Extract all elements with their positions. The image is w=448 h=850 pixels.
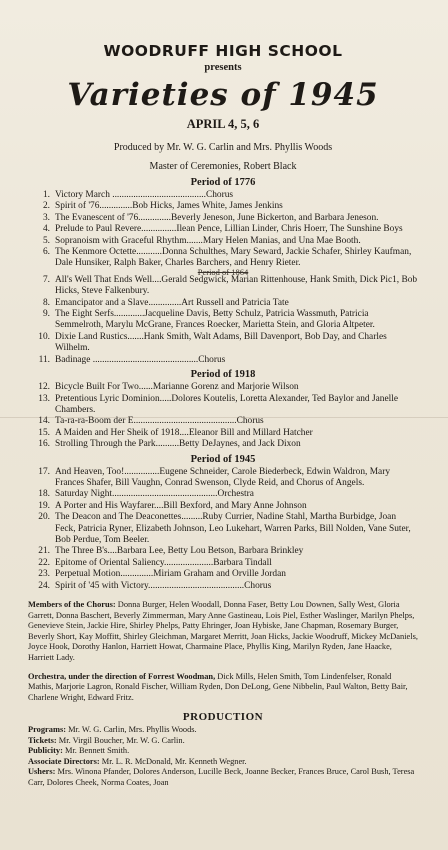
item-number: 9. — [42, 309, 50, 320]
credit-label: Programs: — [28, 725, 66, 735]
program-item — [28, 489, 418, 500]
item-number: 20. — [38, 512, 50, 523]
item-number: 12. — [38, 382, 50, 393]
item-text: Saturday Night.............................................Orchestra — [55, 489, 254, 500]
item-number: 19. — [38, 500, 50, 511]
item-text: The Evanescent of '76..............Beverly Jeneson, June Bickerton, and Barbara Jeneson. — [55, 212, 379, 223]
program-item — [28, 201, 418, 212]
production-credit — [28, 757, 418, 768]
item-text: Epitome of Oriental Saliency.....................Barbara Tindall — [55, 557, 272, 568]
item-text: The Three B's....Barbara Lee, Betty Lou Betson, Barbara Brinkley — [55, 546, 304, 557]
item-text: Spirit of '76..............Bob Hicks, James White, James Jenkins — [55, 201, 283, 212]
program-item-list — [28, 190, 418, 270]
credit-names: Mr. Bennett Smith. — [65, 746, 130, 756]
item-number: 1. — [42, 190, 50, 200]
item-number: 6. — [42, 247, 50, 258]
program-item — [28, 416, 418, 427]
production-credit — [28, 746, 418, 757]
item-number: 7. — [42, 274, 50, 285]
credit-names: Mrs. Winona Pfander, Dolores Anderson, Lucille Beck, Joanne Becker, Frances Bruce, Carol Bush, Teresa Carr, Dolores Cheek, Norma Coates, Joan — [28, 767, 415, 787]
program-periods — [28, 177, 418, 592]
item-number: 10. — [38, 331, 50, 342]
program-item — [28, 501, 418, 512]
credit-label: Publicity: — [28, 746, 63, 756]
credit-names: Mr. Virgil Boucher, Mr. W. G. Carlin. — [58, 735, 185, 745]
period-heading: Period of 1918 — [190, 369, 256, 381]
credit-label: Ushers: — [28, 767, 56, 777]
program-item — [28, 558, 418, 569]
credit-label: Associate Directors: — [28, 756, 100, 766]
credit-label: Tickets: — [28, 735, 57, 745]
item-text: Victory March ........................................Chorus — [55, 190, 234, 200]
program-item-list — [28, 467, 418, 592]
item-text: The Kenmore Octette...........Donna Schulthes, Mary Seward, Jackie Schafer, Shirley Kaufman, Dale Hunsiker, Ralph Baker, Charles Barchers, and Henry Rieter. — [55, 247, 412, 269]
item-text: And Heaven, Too!...............Eugene Schneider, Carole Biederbeck, Edwin Waldron, Mary Frances Shafer, Bill Vaughn, Conrad Swenson, Clyde Reid, and Chorus of Angels. — [55, 466, 391, 488]
program-item — [28, 467, 418, 490]
production-heading: PRODUCTION — [182, 711, 264, 724]
orchestra-members — [28, 672, 418, 704]
item-number: 11. — [38, 354, 50, 365]
item-number: 21. — [38, 546, 50, 557]
item-number: 4. — [42, 224, 50, 235]
period-heading: Period of 1776 — [190, 177, 256, 188]
item-text: Spirit of '45 with Victory.........................................Chorus — [55, 580, 272, 591]
item-number: 16. — [38, 439, 50, 450]
credit-names: Mr. W. G. Carlin, Mrs. Phyllis Woods. — [68, 725, 197, 735]
item-number: 3. — [42, 212, 50, 223]
item-number: 8. — [42, 297, 50, 308]
item-text: Sopranoism with Graceful Rhythm.......Mary Helen Manias, and Una Mae Booth. — [55, 235, 361, 246]
item-text: Badinage .............................................Chorus — [55, 354, 226, 365]
item-text: Pretentious Lyric Dominion.....Dolores Koutelis, Loretta Alexander, Ted Baylor and Janelle Chambers. — [55, 393, 398, 415]
program-item — [28, 428, 418, 439]
program-item — [28, 382, 418, 393]
period-heading: Period of 1945 — [190, 453, 256, 465]
program-item — [28, 394, 418, 417]
chorus-members — [28, 600, 418, 664]
item-text: A Porter and His Wayfarer....Bill Bexford, and Mary Anne Johnson — [55, 500, 307, 511]
program-item — [28, 236, 418, 247]
item-text: All's Well That Ends Well....Gerald Sedgwick, Marian Rittenhouse, Hank Smith, Dick Pic1, Bob Hicks, Steve Falkenbury. — [55, 274, 418, 297]
item-text: The Deacon and The Deaconettes.........Ruby Currier, Nadine Stahl, Martha Burbidge, Joan Feck, Patricia Ryner, Elizabeth Johnson, Leo Lukehart, Warren Parks, Bill Nolden, Vane Suter, Bob Perdue, Tom Beeler. — [55, 512, 411, 545]
program-item — [28, 275, 418, 298]
item-text: A Maiden and Her Sheik of 1918....Eleanor Bill and Millard Hatcher — [55, 427, 313, 438]
program-item — [28, 309, 418, 332]
program-item-list — [28, 275, 418, 366]
program-item — [28, 355, 418, 366]
show-dates: APRIL 4, 5, 6 — [186, 117, 260, 131]
program-item — [28, 546, 418, 557]
item-number: 23. — [38, 569, 50, 580]
chorus-label: Members of the Chorus: — [28, 600, 116, 609]
item-text: Emancipator and a Slave..............Art Russell and Patricia Tate — [55, 297, 289, 308]
item-number: 18. — [38, 489, 50, 500]
program-item — [28, 332, 418, 355]
item-number: 22. — [38, 557, 50, 568]
credit-names: Mr. L. R. McDonald, Mr. Kenneth Wegner. — [101, 756, 247, 766]
item-text: The Eight Serfs.............Jacqueline Davis, Betty Schulz, Patricia Wassmuth, Patricia Semmelroth, Marylu McGrane, Frances Roecker, Marietta Stein, and Gloria Altpeter. — [55, 309, 375, 331]
item-number: 14. — [38, 416, 50, 427]
item-text: Prelude to Paul Revere...............Ilean Pence, Lillian Linder, Chris Hoerr, The Sunshine Boys — [55, 224, 403, 235]
master-of-ceremonies: Master of Ceremonies, Robert Black — [149, 161, 297, 172]
paper-crease — [0, 417, 448, 418]
program-item — [28, 190, 418, 201]
program-item — [28, 298, 418, 309]
item-number: 24. — [38, 580, 50, 591]
item-text: Strolling Through the Park..........Betty DeJaynes, and Jack Dixon — [55, 439, 301, 450]
program-item — [28, 224, 418, 235]
show-title: Varieties of 1945 — [67, 77, 379, 113]
item-number: 5. — [42, 235, 50, 246]
item-text: Perpetual Motion..............Miriam Graham and Orville Jordan — [55, 569, 286, 580]
item-number: 13. — [38, 393, 50, 404]
program-item — [28, 581, 418, 592]
item-number: 2. — [42, 201, 50, 212]
item-text: Ta-ra-ra-Boom der E............................................Chorus — [55, 416, 264, 427]
school-name: WOODRUFF HIGH SCHOOL — [103, 42, 343, 60]
presents-label: presents — [204, 62, 242, 73]
program-item — [28, 213, 418, 224]
item-number: 17. — [38, 466, 50, 477]
period-heading: Period of 1864 — [197, 266, 249, 277]
program-item — [28, 569, 418, 580]
production-credit — [28, 767, 418, 788]
program-item — [28, 439, 418, 450]
chorus-names: Donna Burger, Helen Woodall, Donna Faser, Betty Lou Downen, Sally West, Gloria Garrett, Donna Baschert, Beverly Zimmerman, Mary Anne Gastineau, Lois Piel, Esther Waslinger, Marilyn Phelps, Genevieve Stein, Jackie Hire, Shirley Phelps, Patty Ehringer, Joan Hybiske, Jane Chapman, Rosemary Burger, Beverly Short, Kay Moffitt, Shirley Gleichman, Margaret Merritt, Joan Hicks, Jackie Woodruff, Mickey McDaniels, Joyce Hook, Dorothy Hanlon, Harriett Howat, Charmaine Place, Phyllis King, Marilyn Ryden, Jane Haacke, Harriett Lady. — [28, 600, 418, 662]
orchestra-names: Dick Mills, Helen Smith, Tom Lindenfelser, Ronald Mathis, Marjorie Lagron, Ronald Fischer, William Ryden, Don DeLong, Gene Nibbelin, Paul Walton, Betty Bair, Charlene Wright, Edward Fritz. — [28, 671, 408, 702]
production-credit — [28, 725, 418, 736]
produced-by: Produced by Mr. W. G. Carlin and Mrs. Phyllis Woods — [113, 142, 333, 153]
program-item — [28, 512, 418, 546]
item-text: Dixie Land Rustics.......Hank Smith, Walt Adams, Bill Davenport, Bob Day, and Charles Wilhelm. — [55, 331, 387, 354]
item-text: Bicycle Built For Two......Marianne Gorenz and Marjorie Wilson — [55, 382, 299, 393]
orchestra-label: Orchestra, under the direction of Forrest Woodman, — [28, 671, 216, 681]
production-credits — [28, 725, 418, 788]
production-credit — [28, 736, 418, 747]
item-number: 15. — [38, 427, 50, 438]
